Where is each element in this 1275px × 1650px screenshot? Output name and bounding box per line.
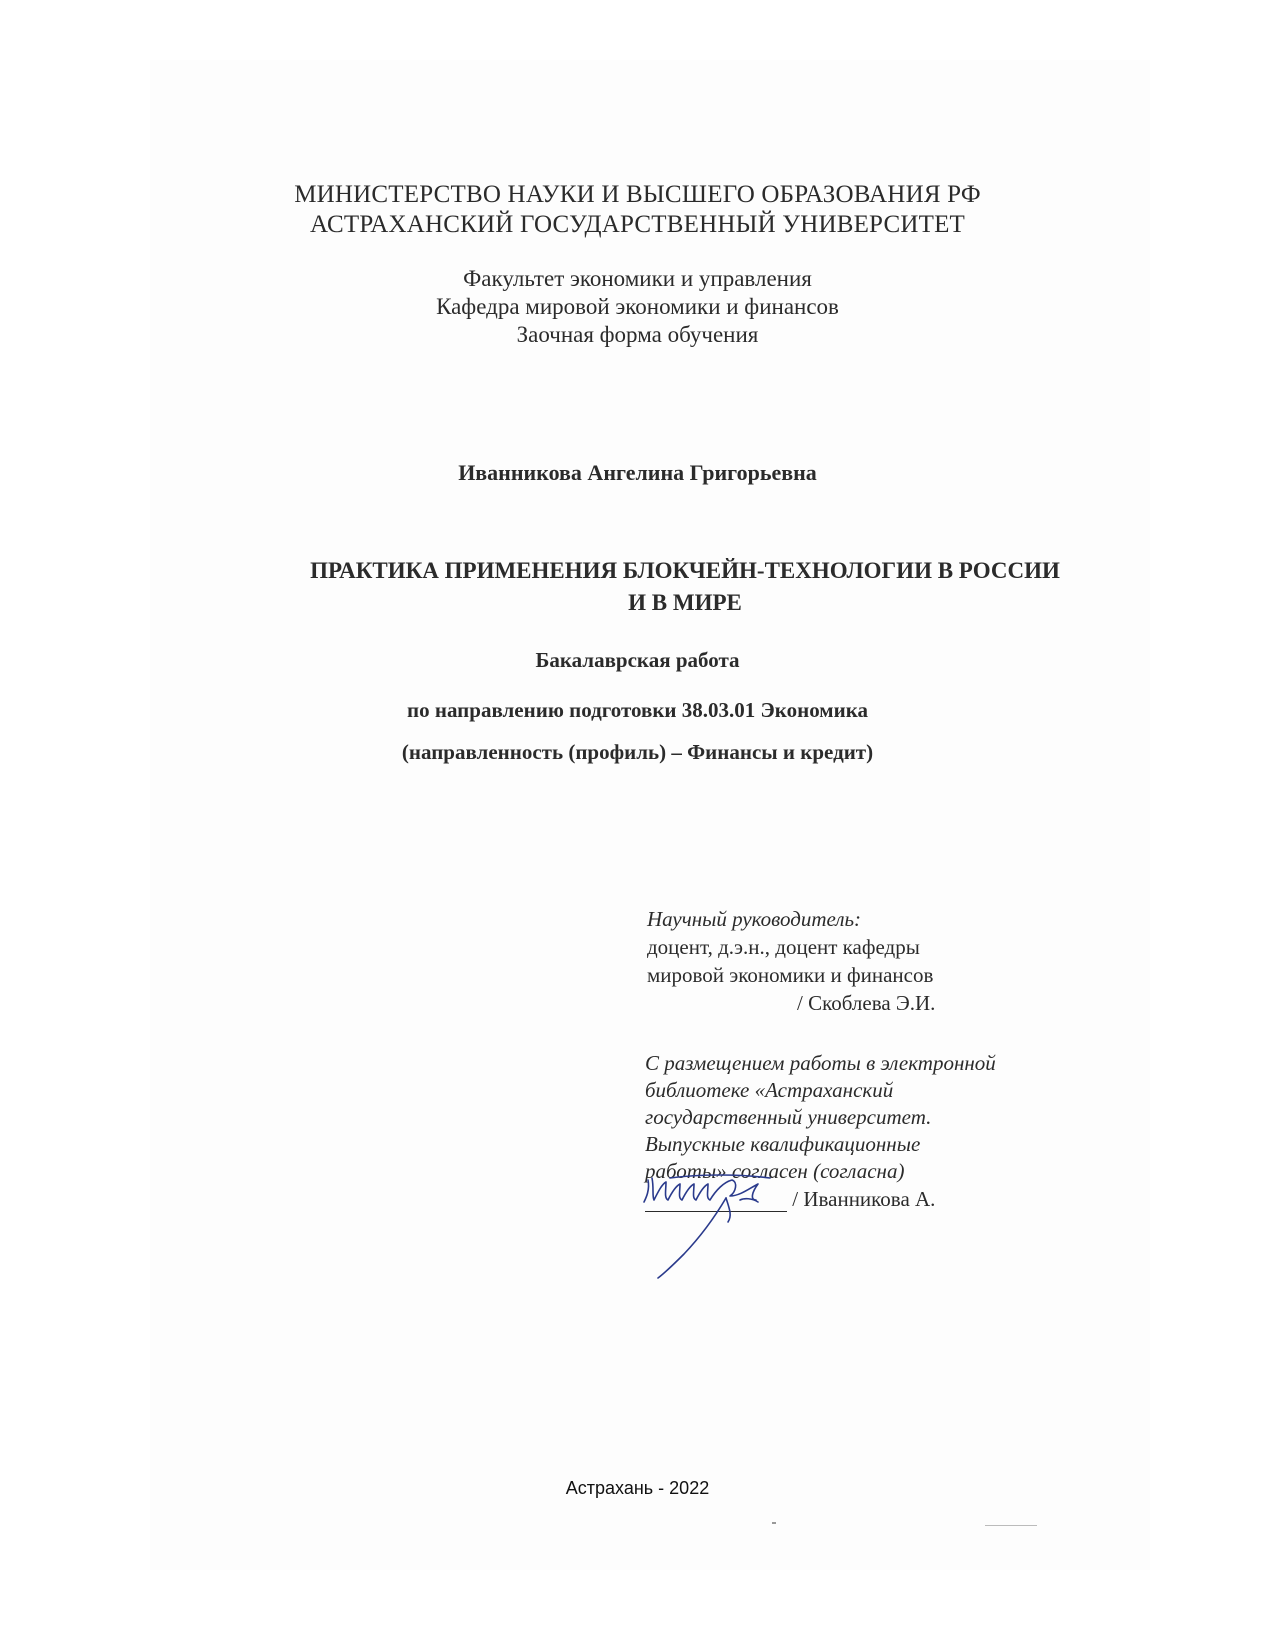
- consent-line-3: государственный университет.: [645, 1105, 932, 1129]
- work-type: Бакалаврская работа: [535, 648, 740, 672]
- consent-line-1: С размещением работы в электронной: [645, 1051, 996, 1075]
- supervisor-position-1: доцент, д.э.н., доцент кафедры: [647, 935, 920, 959]
- thesis-title-line-1: ПРАКТИКА ПРИМЕНЕНИЯ БЛОКЧЕЙН-ТЕХНОЛОГИИ В РОССИИ: [310, 558, 1060, 583]
- signer-name: / Иванникова А.: [792, 1187, 936, 1211]
- supervisor-name: / Скоблева Э.И.: [797, 991, 936, 1015]
- city-year: Астрахань - 2022: [565, 1478, 710, 1498]
- author-name: Иванникова Ангелина Григорьевна: [458, 460, 817, 485]
- consent-line-2: библиотеке «Астраханский: [645, 1078, 894, 1102]
- study-form: Заочная форма обучения: [516, 322, 759, 347]
- supervisor-position-2: мировой экономики и финансов: [647, 963, 934, 987]
- ministry-name: МИНИСТЕРСТВО НАУКИ И ВЫСШЕГО ОБРАЗОВАНИЯ РФ: [294, 181, 981, 208]
- study-direction: по направлению подготовки 38.03.01 Экономика: [407, 698, 868, 722]
- handwritten-signature: [640, 1170, 800, 1280]
- faculty-block: [0, 265, 1275, 349]
- supervisor-block: [647, 905, 935, 1017]
- study-profile: (направленность (профиль) – Финансы и кредит): [401, 740, 874, 764]
- faculty-name: Факультет экономики и управления: [463, 266, 812, 291]
- consent-line-5: работы» согласен (согласна): [645, 1159, 905, 1183]
- supervisor-heading: Научный руководитель:: [647, 907, 862, 931]
- scan-artifact-dash: [985, 1525, 1037, 1526]
- university-name: АСТРАХАНСКИЙ ГОСУДАРСТВЕННЫЙ УНИВЕРСИТЕТ: [309, 211, 966, 238]
- scan-artifact-dot: [772, 1522, 776, 1524]
- consent-block: [645, 1050, 996, 1185]
- thesis-title: [0, 555, 1275, 619]
- department-name: Кафедра мировой экономики и финансов: [436, 294, 839, 319]
- ministry-header: [0, 180, 1275, 240]
- consent-line-4: Выпускные квалификационные: [645, 1132, 921, 1156]
- thesis-title-line-2: И В МИРЕ: [628, 590, 742, 615]
